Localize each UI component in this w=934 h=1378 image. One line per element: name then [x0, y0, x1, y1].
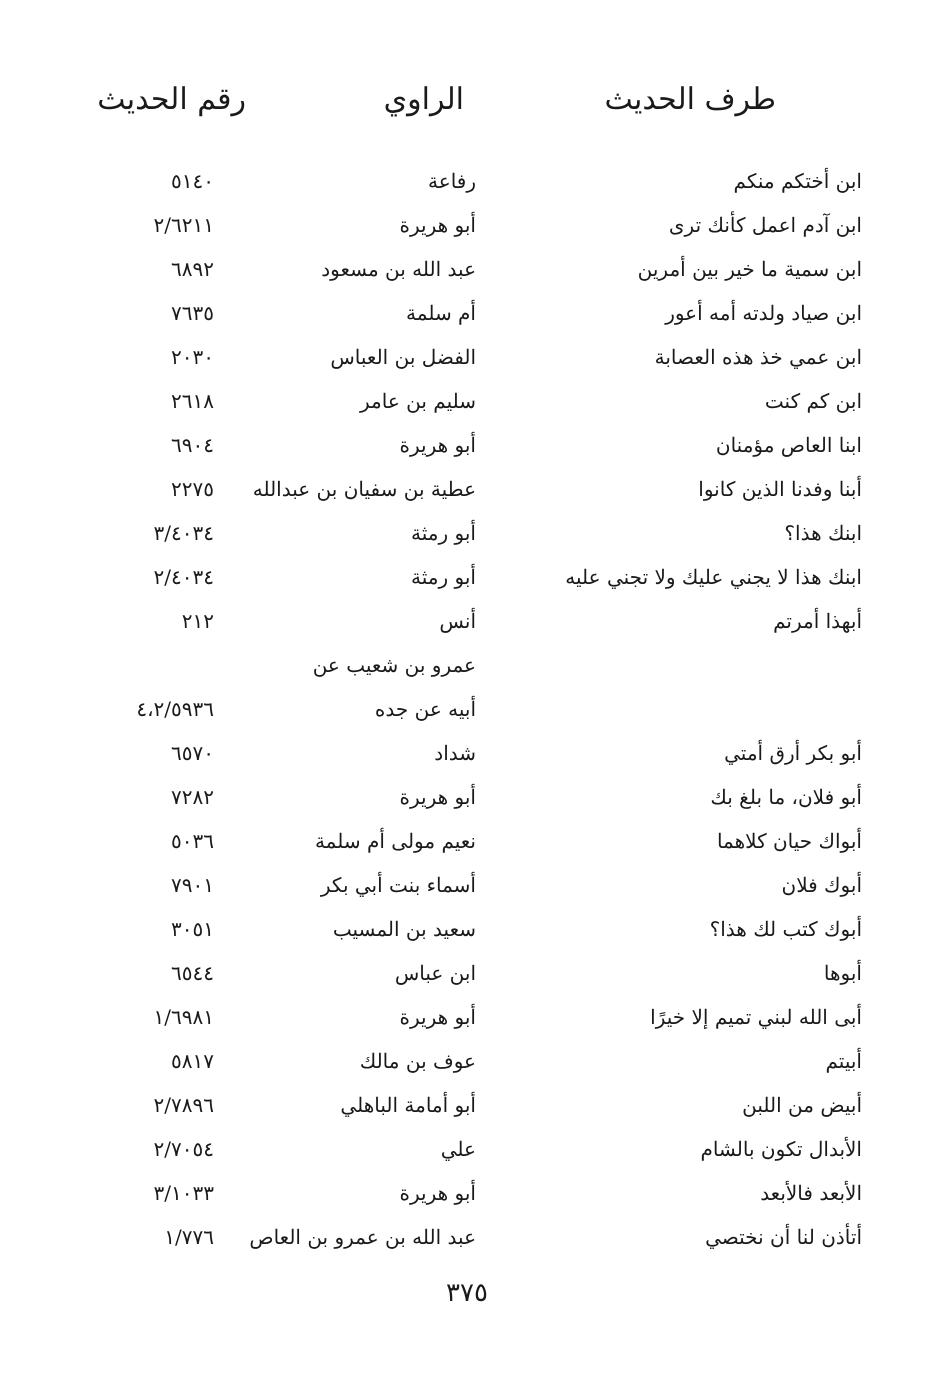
- narrator: عطية بن سفيان بن عبدالله: [252, 477, 476, 501]
- hadith-text: أتأذن لنا أن نختصي: [705, 1225, 862, 1249]
- narrator: ابن عباس: [394, 961, 476, 985]
- table-row: [0, 688, 934, 732]
- narrator: عبد الله بن مسعود: [321, 257, 476, 281]
- hadith-number: ٣/٤٠٣٤: [153, 521, 214, 545]
- narrator: عبد الله بن عمرو بن العاص: [249, 1225, 476, 1249]
- hadith-number: ٥١٤٠: [171, 169, 214, 193]
- hadith-number: ٧٦٣٥: [171, 301, 214, 325]
- narrator: عمرو بن شعيب عن: [312, 653, 476, 677]
- narrator: عوف بن مالك: [359, 1049, 476, 1073]
- hadith-number: ٢/٦٢١١: [153, 213, 214, 237]
- table-row: [0, 776, 934, 820]
- hadith-number: ٧٢٨٢: [171, 785, 214, 809]
- narrator: أبيه عن جده: [374, 697, 476, 721]
- narrator: أبو هريرة: [399, 433, 476, 457]
- narrator: سليم بن عامر: [359, 389, 476, 413]
- hadith-text: أبواك حيان كلاهما: [716, 829, 862, 853]
- hadith-text: ابن آدم اعمل كأنك ترى: [668, 213, 862, 237]
- header-hadith-number: رقم الحديث: [97, 82, 246, 117]
- hadith-text: الأبدال تكون بالشام: [700, 1137, 862, 1161]
- hadith-text: أبيض من اللبن: [742, 1093, 862, 1117]
- table-row: [0, 248, 934, 292]
- narrator: شداد: [434, 741, 476, 765]
- hadith-number: ١/٧٧٦: [164, 1225, 214, 1249]
- narrator: أنس: [439, 609, 476, 633]
- table-row: [0, 556, 934, 600]
- narrator: أبو أمامة الباهلي: [340, 1093, 476, 1117]
- table-row: [0, 380, 934, 424]
- hadith-text: ابن أختكم منكم: [733, 169, 862, 193]
- hadith-number: ٢٦١٨: [171, 389, 214, 413]
- narrator: الفضل بن العباس: [330, 345, 476, 369]
- hadith-text: أبى الله لبني تميم إلا خيرًا: [650, 1005, 862, 1029]
- hadith-number: ٥٠٣٦: [171, 829, 214, 853]
- table-row: [0, 820, 934, 864]
- narrator: نعيم مولى أم سلمة: [314, 829, 476, 853]
- hadith-number: ٢/٤٠٣٤: [153, 565, 214, 589]
- narrator: أبو هريرة: [399, 785, 476, 809]
- hadith-text: ابن سمية ما خير بين أمرين: [637, 257, 862, 281]
- table-row: [0, 1040, 934, 1084]
- hadith-text: أبوك كتب لك هذا؟: [709, 917, 862, 941]
- hadith-number: ٢٢٧٥: [171, 477, 214, 501]
- table-row: [0, 908, 934, 952]
- hadith-number: ٦٥٤٤: [171, 961, 214, 985]
- hadith-text: أبهذا أمرتم: [773, 609, 862, 633]
- hadith-number: ٥٨١٧: [171, 1049, 214, 1073]
- header-hadith-text: طرف الحديث: [604, 82, 776, 117]
- hadith-text: ابنك هذا؟: [784, 521, 862, 545]
- hadith-text: ابن صياد ولدته أمه أعور: [665, 301, 862, 325]
- hadith-number: ٢/٧٨٩٦: [153, 1093, 214, 1117]
- hadith-number: ١/٦٩٨١: [153, 1005, 214, 1029]
- page-number: ٣٧٥: [446, 1278, 488, 1308]
- narrator: أم سلمة: [406, 301, 476, 325]
- narrator: سعيد بن المسيب: [332, 917, 476, 941]
- table-row: [0, 600, 934, 644]
- hadith-text: أبيتم: [825, 1049, 862, 1073]
- table-row: [0, 1216, 934, 1260]
- table-row: [0, 292, 934, 336]
- table-row: [0, 512, 934, 556]
- narrator: علي: [440, 1137, 476, 1161]
- header-narrator: الراوي: [383, 82, 464, 117]
- narrator: أبو هريرة: [399, 1005, 476, 1029]
- hadith-text: ابن كم كنت: [764, 389, 862, 413]
- hadith-text: ابنك هذا لا يجني عليك ولا تجني عليه: [565, 565, 862, 589]
- hadith-number: ٧٩٠١: [171, 873, 214, 897]
- hadith-number: ٦٥٧٠: [171, 741, 214, 765]
- hadith-number: ٢١٢: [181, 609, 214, 633]
- table-row: [0, 204, 934, 248]
- hadith-text: ابن عمي خذ هذه العصابة: [654, 345, 862, 369]
- table-row: [0, 1084, 934, 1128]
- table-row: [0, 424, 934, 468]
- hadith-text: أبو فلان، ما بلغ بك: [710, 785, 862, 809]
- table-row: [0, 864, 934, 908]
- table-row: [0, 952, 934, 996]
- hadith-number: ٣/١٠٣٣: [153, 1181, 214, 1205]
- table-row: [0, 160, 934, 204]
- narrator: أبو رمثة: [411, 565, 476, 589]
- table-row: [0, 732, 934, 776]
- hadith-text: أبو بكر أرق أمتي: [724, 741, 862, 765]
- hadith-number: ٢٠٣٠: [171, 345, 214, 369]
- hadith-number: ٣٠٥١: [171, 917, 214, 941]
- hadith-text: أبوها: [823, 961, 862, 985]
- table-row: [0, 644, 934, 688]
- narrator: أسماء بنت أبي بكر: [320, 873, 476, 897]
- hadith-text: أبنا وفدنا الذين كانوا: [698, 477, 862, 501]
- hadith-text: الأبعد فالأبعد: [760, 1181, 862, 1205]
- hadith-text: ابنا العاص مؤمنان: [715, 433, 862, 457]
- table-row: [0, 468, 934, 512]
- narrator: أبو رمثة: [411, 521, 476, 545]
- hadith-number: ٤،٢/٥٩٣٦: [136, 697, 214, 721]
- narrator: رفاعة: [428, 169, 476, 193]
- hadith-number: ٢/٧٠٥٤: [153, 1137, 214, 1161]
- table-row: [0, 1128, 934, 1172]
- hadith-number: ٦٨٩٢: [171, 257, 214, 281]
- narrator: أبو هريرة: [399, 1181, 476, 1205]
- index-table: [0, 160, 934, 1260]
- table-row: [0, 1172, 934, 1216]
- table-row: [0, 336, 934, 380]
- hadith-number: ٦٩٠٤: [171, 433, 214, 457]
- table-row: [0, 996, 934, 1040]
- narrator: أبو هريرة: [399, 213, 476, 237]
- hadith-text: أبوك فلان: [781, 873, 862, 897]
